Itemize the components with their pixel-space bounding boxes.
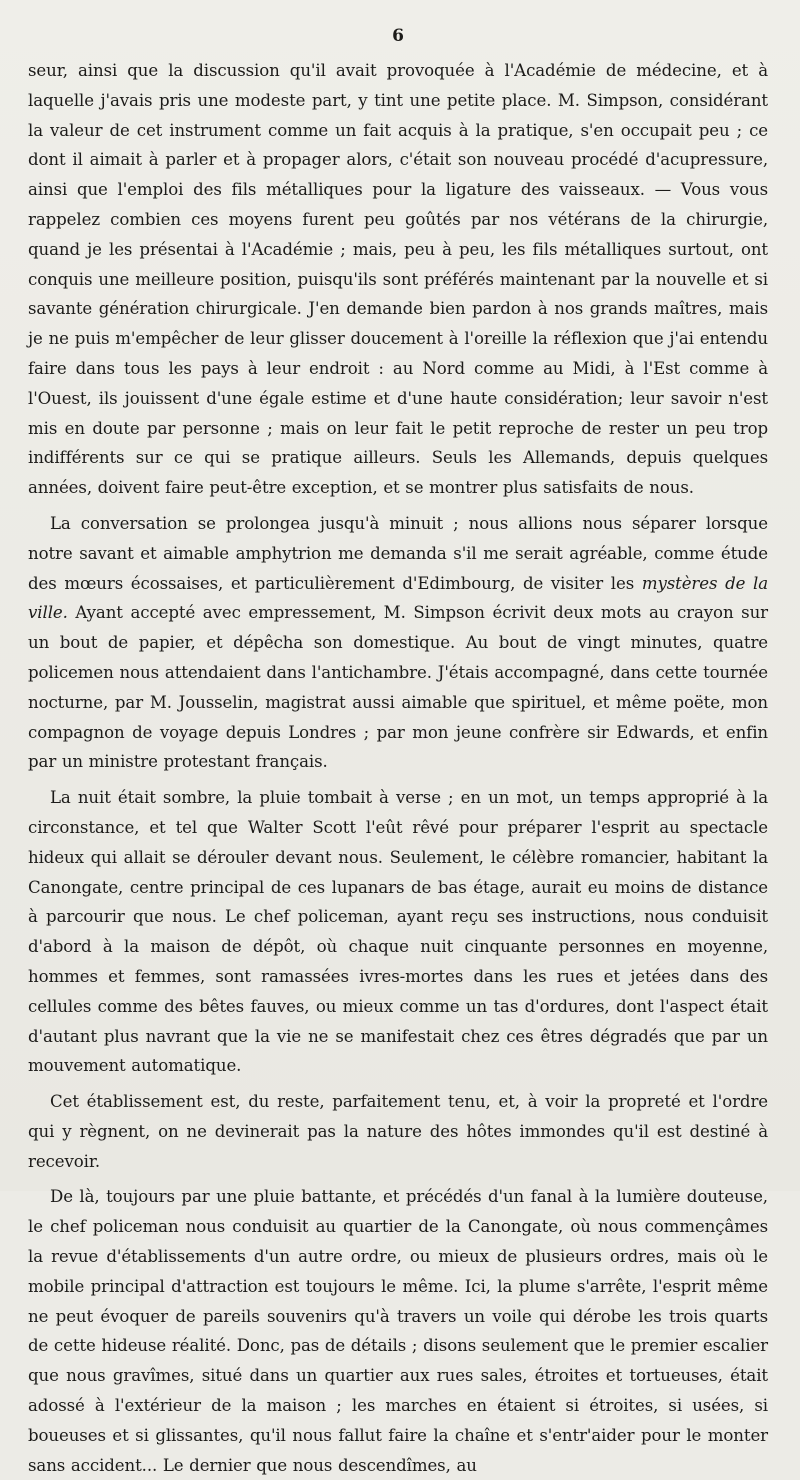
paragraph-3: La nuit était sombre, la pluie tombait à verse ; en un mot, un temps approprié à la circonstance, et tel que Walter Scott l'eût rêvé pour préparer l'esprit au spectacle hideux qui allait se dérouler devant nous. Seulement, le célèbre romancier, habitant la Canongate, centre principal de ces lupanars de bas étage, aurait eu moins de distance à parcourir que nous. Le chef policeman, ayant reçu ses instructions, nous conduisit d'abord à la maison de dépôt, où chaque nuit cinquante personnes en moyenne, hommes et femmes, sont ramassées ivres-mortes dans les rues et jetées dans des cellules comme des bêtes fauves, ou mieux comme un tas d'ordures, dont l'aspect était d'autant plus navrant que la vie ne se manifestait chez ces êtres dégradés que par un mouvement automatique.	[28, 788, 768, 1076]
paragraph-2	[28, 509, 768, 777]
paragraph-4: Cet établissement est, du reste, parfaitement tenu, et, à voir la propreté et l'ordre qui y règnent, on ne devinerait pas la nature des hôtes immondes qu'il est destiné à recevoir.	[28, 1092, 768, 1171]
paragraph-2-italic-phrase: mystères de la ville.	[28, 573, 768, 623]
paragraph-2-text-before: La conversation se prolongea jusqu'à minuit ; nous allions nous séparer lorsque notre savant et aimable amphytrion me demanda s'il me serait agréable, comme étude des mœurs écossaises, et particulièrement d'Edimbourg, de visiter les	[28, 513, 768, 593]
page-number: 6	[392, 26, 404, 46]
paragraph-1: seur, ainsi que la discussion qu'il avait provoquée à l'Académie de médecine, et à laquelle j'avais pris une modeste part, y tint une petite place. M. Simpson, considérant la valeur de cet instrument comme un fait acquis à la pratique, s'en occupait peu ; ce dont il aimait à parler et à propager alors, c'était son nouveau procédé d'acupressure, ainsi que l'emploi des fils métalliques pour la ligature des vaisseaux. — Vous vous rappelez combien ces moyens furent peu goûtés par nos vétérans de la chirurgie, quand je les présentai à l'Académie ; mais, peu à peu, les fils métalliques surtout, ont conquis une meilleure position, puisqu'ils sont préférés maintenant par la nouvelle et si savante génération chirurgicale. J'en demande bien pardon à nos grands maîtres, mais je ne puis m'empêcher de leur glisser doucement à l'oreille la réflexion que j'ai entendu faire dans tous les pays à leur endroit : au Nord comme au Midi, à l'Est comme à l'Ouest, ils jouissent d'une égale estime et d'une haute considération; leur savoir n'est mis en doute par personne ; mais on leur fait le petit reproche de rester un peu trop indifférents sur ce qui se pratique ailleurs. Seuls les Allemands, depuis quelques années, doivent faire peut-être exception, et se montrer plus satisfaits de nous.	[28, 61, 768, 498]
paragraph-5: De là, toujours par une pluie battante, et précédés d'un fanal à la lumière douteuse, le chef policeman nous conduisit au quartier de la Canongate, où nous commençâmes la revue d'établissements d'un autre ordre, ou mieux de plusieurs ordres, mais où le mobile principal d'attraction est toujours le même. Ici, la plume s'arrête, l'esprit même ne peut évoquer de pareils souvenirs qu'à travers un voile qui dérobe les trois quarts de cette hideuse réalité. Donc, pas de détails ; disons seulement que le premier escalier que nous gravîmes, situé dans un quartier aux rues sales, étroites et tortueuses, était adossé à l'extérieur de la maison ; les marches en étaient si étroites, si usées, si boueuses et si glissantes, qu'il nous fallut faire la chaîne et s'entr'aider pour le monter sans accident... Le dernier que nous descendîmes, au	[28, 1187, 768, 1475]
paragraph-2-text-after: Ayant accepté avec empressement, M. Simpson écrivit deux mots au crayon sur un bout de papier, et dépêcha son domestique. Au bout de vingt minutes, quatre policemen nous attendaient dans l'antichambre. J'étais accompagné, dans cette tournée nocturne, par M. Jousselin, magistrat aussi aimable que spirituel, et même poëte, mon compagnon de voyage depuis Londres ; par mon jeune confrère sir Edwards, et enfin par un ministre protestant français.	[28, 603, 768, 772]
